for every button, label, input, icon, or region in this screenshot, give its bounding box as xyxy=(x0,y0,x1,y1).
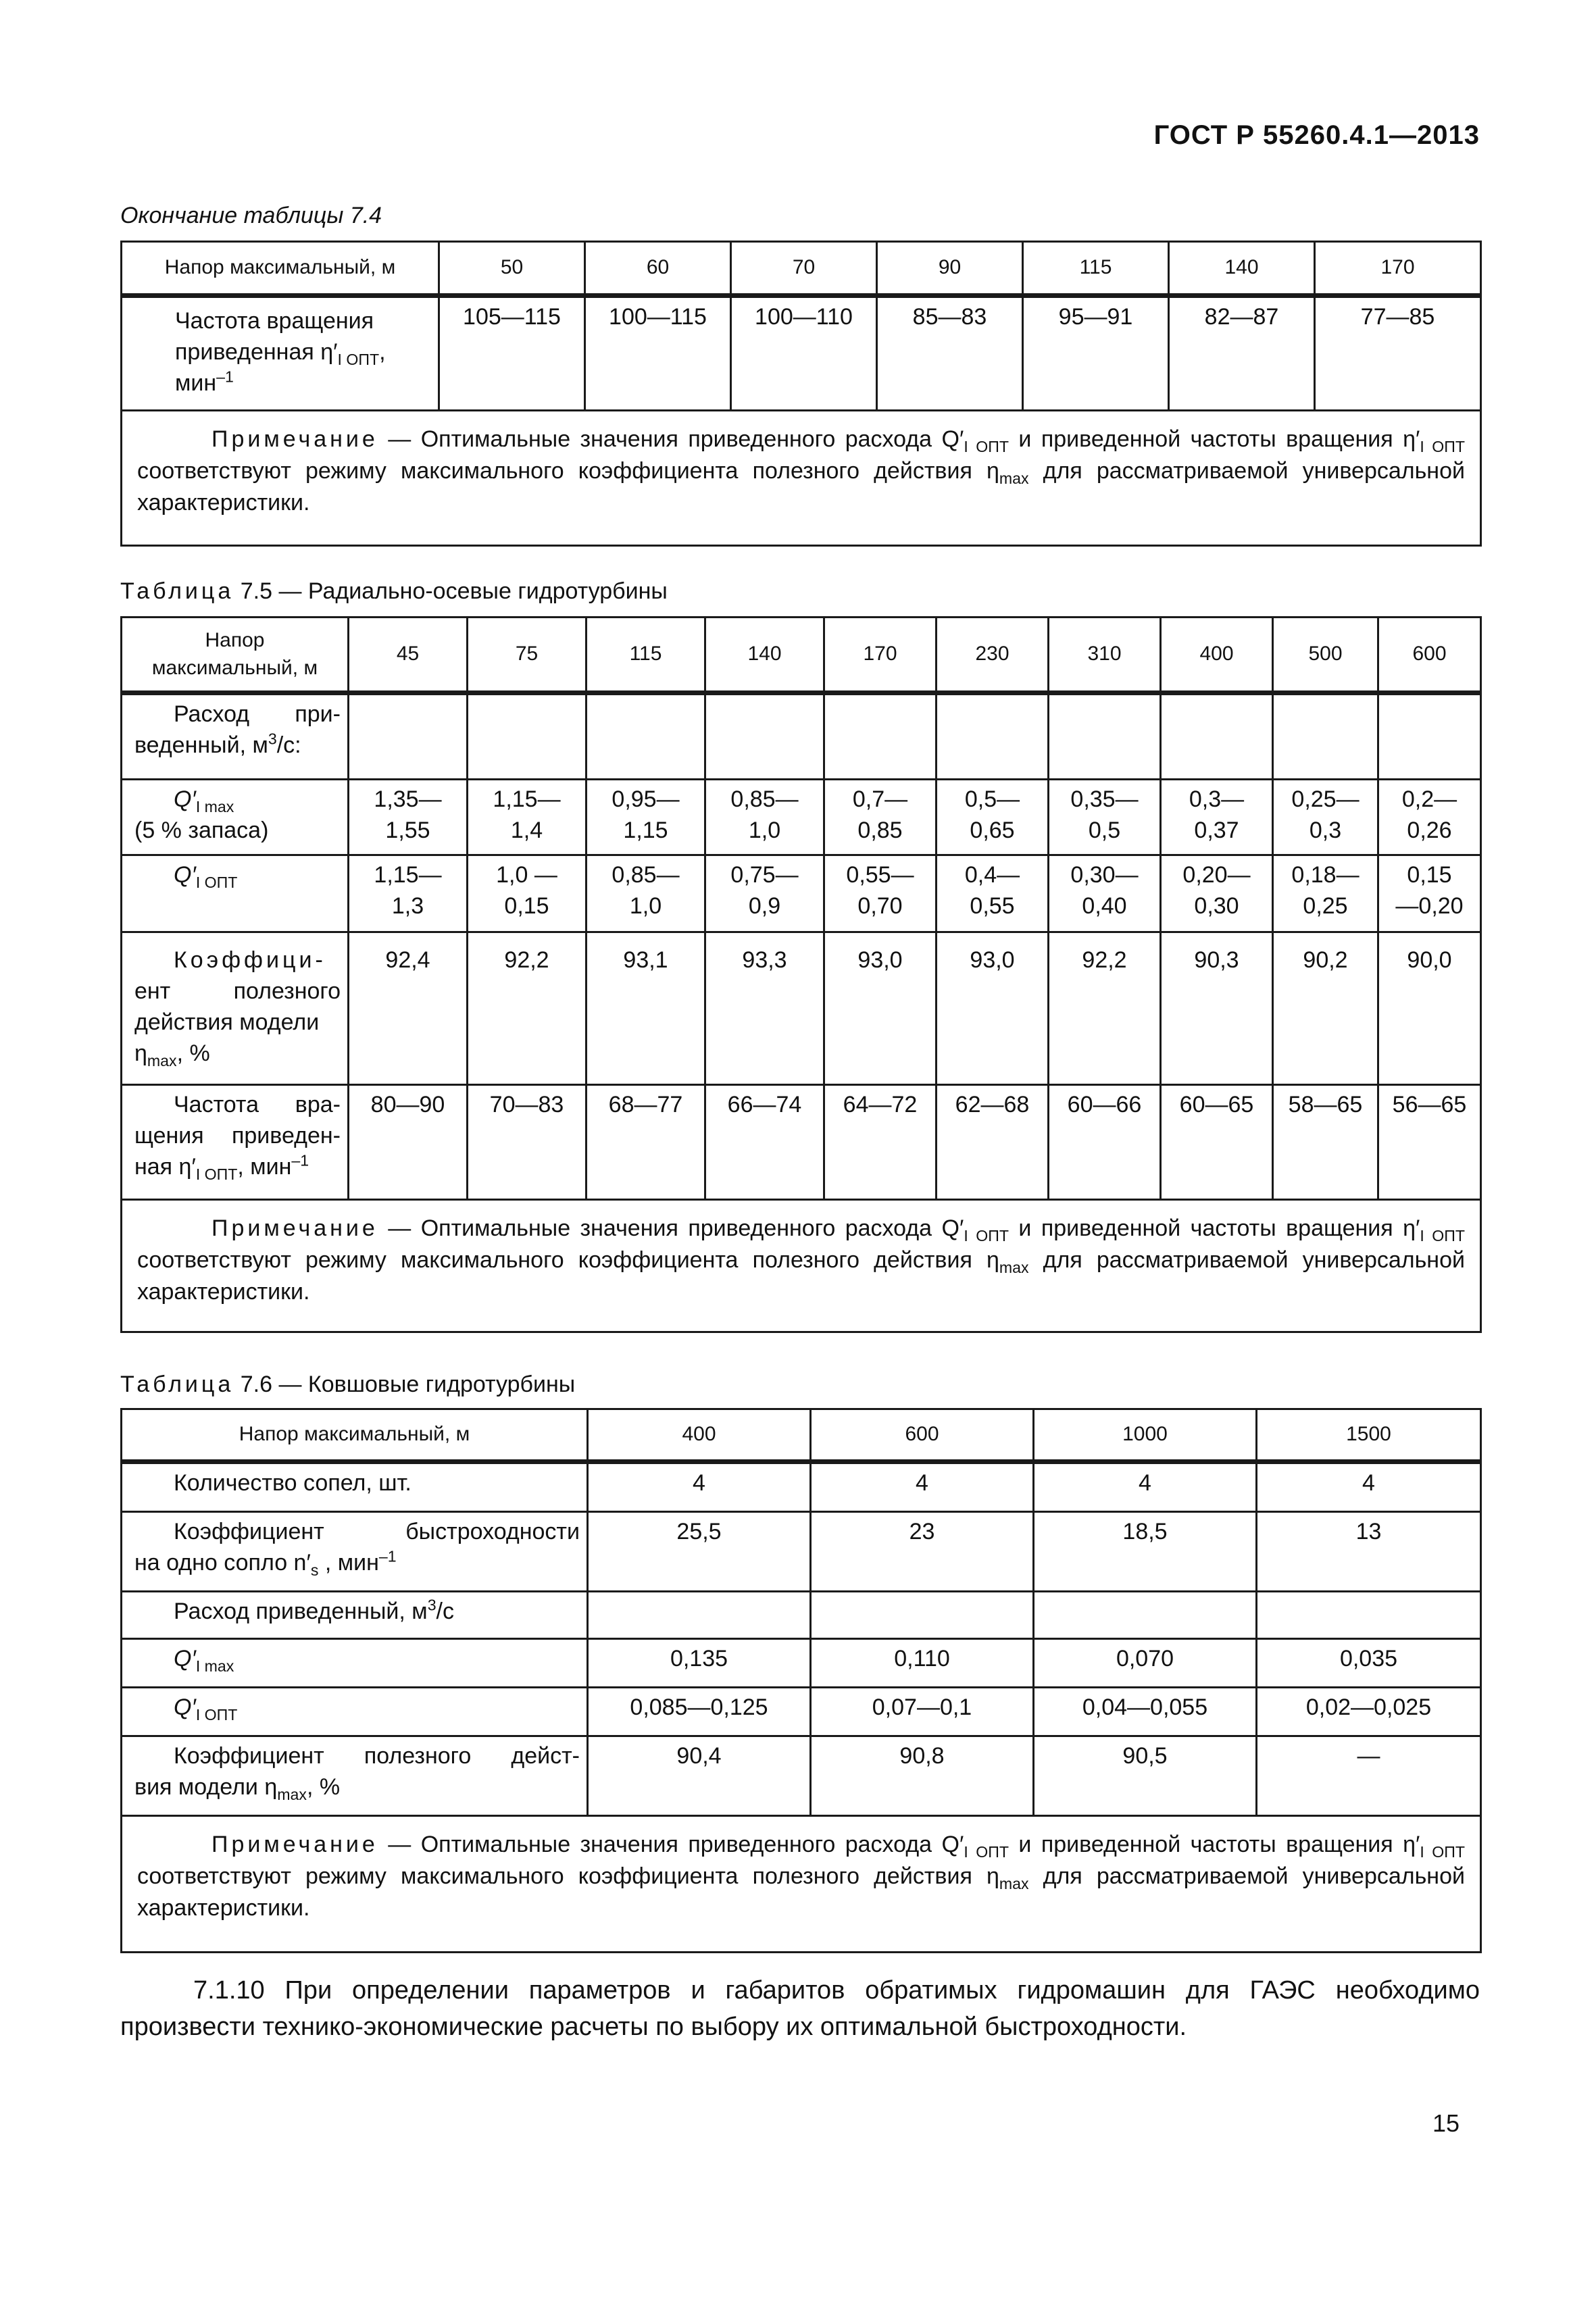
table-7-4-cell: 85—83 xyxy=(877,296,1023,411)
table-7-4-cell: 105—115 xyxy=(439,296,585,411)
table-7-4-note: Примечание — Оптимальные значения приведенного расхода $Q'_{I ОПТ}$ и приведенной частоты вращения $\eta'_{I ОПТ}$ соответствуют режиму максимального коэффициента полезного действия $\eta_{max}$ для рассматриваемой универсальной характеристики. xyxy=(122,411,1481,546)
table-7-6-head: 400 xyxy=(588,1409,811,1462)
table-7-6-qmax-cell: 0,070 xyxy=(1034,1639,1257,1688)
table-7-5-eff-cell: 93,3 xyxy=(705,932,824,1085)
table-7-5 xyxy=(120,616,1482,1333)
table-7-6-qmax-label: $Q'_{I max}$ xyxy=(122,1639,588,1688)
table-7-4-head: 140 xyxy=(1169,242,1315,296)
table-7-6 xyxy=(120,1408,1482,1953)
table-7-6-speed-cell: 23 xyxy=(811,1512,1034,1592)
table-7-5-head: 500 xyxy=(1273,618,1378,693)
table-7-6-qopt-label: $Q'_{I ОПТ}$ xyxy=(122,1688,588,1736)
table-7-6-caption: Таблица 7.6 — Ковшовые гидротурбины xyxy=(120,1372,576,1397)
table-7-5-eff-cell: 90,3 xyxy=(1161,932,1273,1085)
table-7-5-qmax-cell: 1,15— 1,4 xyxy=(468,780,587,855)
table-7-4-head: 170 xyxy=(1315,242,1481,296)
table-7-5-qmax-cell: 0,35— 0,5 xyxy=(1049,780,1161,855)
table-7-6-qopt-cell: 0,02—0,025 xyxy=(1257,1688,1481,1736)
table-7-5-freq-cell: 56—65 xyxy=(1378,1085,1481,1200)
table-7-6-speed-cell: 25,5 xyxy=(588,1512,811,1592)
table-7-5-freq-cell: 62—68 xyxy=(937,1085,1049,1200)
table-7-4-head: 90 xyxy=(877,242,1023,296)
table-7-4-cell: 95—91 xyxy=(1023,296,1169,411)
table-7-5-qopt-cell: 0,15 —0,20 xyxy=(1378,855,1481,932)
table-7-5-qopt-cell: 1,0 — 0,15 xyxy=(468,855,587,932)
table-7-6-eff-cell: 90,8 xyxy=(811,1736,1034,1816)
page-number: 15 xyxy=(1432,2109,1460,2137)
table-7-4-row-label: Частота вращения приведенная $\eta'_{I ОПТ}$, мин$^{-1}$ xyxy=(122,296,439,411)
table-7-5-qmax-cell: 0,7— 0,85 xyxy=(824,780,937,855)
table-7-6-efficiency-label: Коэффициент полезного дейст- вия модели $\eta_{max}$, % xyxy=(122,1736,588,1816)
table-7-5-qopt-cell: 0,4— 0,55 xyxy=(937,855,1049,932)
table-7-5-freq-cell: 80—90 xyxy=(349,1085,468,1200)
table-7-5-freq-cell: 66—74 xyxy=(705,1085,824,1200)
table-7-6-nozzles-cell: 4 xyxy=(1034,1462,1257,1512)
table-7-4-caption: Окончание таблицы 7.4 xyxy=(120,203,382,228)
table-7-5-qopt-cell: 0,75— 0,9 xyxy=(705,855,824,932)
table-7-6-head: 1500 xyxy=(1257,1409,1481,1462)
table-7-6-flow-label: Расход приведенный, $м^3/с$ xyxy=(122,1592,588,1639)
table-7-5-eff-cell: 92,2 xyxy=(1049,932,1161,1085)
table-7-5-freq-cell: 58—65 xyxy=(1273,1085,1378,1200)
table-7-5-head: 140 xyxy=(705,618,824,693)
table-7-5-caption: Таблица 7.5 — Радиально-осевые гидротурбины xyxy=(120,578,668,604)
table-7-5-qopt-cell: 0,20— 0,30 xyxy=(1161,855,1273,932)
table-7-5-head: 230 xyxy=(937,618,1049,693)
table-7-5-head: 400 xyxy=(1161,618,1273,693)
table-7-5-eff-cell: 92,4 xyxy=(349,932,468,1085)
table-7-6-head: 1000 xyxy=(1034,1409,1257,1462)
table-7-5-qmax-cell: 0,2— 0,26 xyxy=(1378,780,1481,855)
table-7-6-qopt-cell: 0,04—0,055 xyxy=(1034,1688,1257,1736)
table-7-5-freq-cell: 70—83 xyxy=(468,1085,587,1200)
table-7-5-note: Примечание — Оптимальные значения приведенного расхода $Q'_{I ОПТ}$ и приведенной частоты вращения $\eta'_{I ОПТ}$ соответствуют режиму максимального коэффициента полезного действия $\eta_{max}$ для рассматриваемой универсальной характеристики. xyxy=(122,1200,1481,1332)
table-7-6-nozzles-cell: 4 xyxy=(588,1462,811,1512)
table-7-5-head: 45 xyxy=(349,618,468,693)
paragraph-7-1-10: 7.1.10 При определении параметров и габаритов обратимых гидромашин для ГАЭС необходимо произвести технико-экономические расчеты по выбору их оптимальной быстроходности. xyxy=(120,1976,1480,2041)
table-7-5-eff-cell: 90,2 xyxy=(1273,932,1378,1085)
table-7-6-speed-cell: 18,5 xyxy=(1034,1512,1257,1592)
table-7-6-nozzles-cell: 4 xyxy=(811,1462,1034,1512)
table-7-5-qopt-label: $Q'_{I ОПТ}$ xyxy=(122,855,349,932)
table-7-5-eff-cell: 93,0 xyxy=(824,932,937,1085)
table-7-5-qmax-cell: 0,5— 0,65 xyxy=(937,780,1049,855)
table-7-5-qopt-cell: 0,30— 0,40 xyxy=(1049,855,1161,932)
table-7-4-head: 60 xyxy=(585,242,731,296)
document-code: ГОСТ Р 55260.4.1—2013 xyxy=(1153,120,1480,150)
table-7-6-note: Примечание — Оптимальные значения приведенного расхода $Q'_{I ОПТ}$ и приведенной частоты вращения $\eta'_{I ОПТ}$ соответствуют режиму максимального коэффициента полезного действия $\eta_{max}$ для рассматриваемой универсальной характеристики. xyxy=(122,1816,1481,1953)
table-7-5-eff-cell: 93,1 xyxy=(587,932,705,1085)
table-7-6-eff-cell: — xyxy=(1257,1736,1481,1816)
table-7-6-head-label: Напор максимальный, м xyxy=(122,1409,588,1462)
table-7-6-speed-cell: 13 xyxy=(1257,1512,1481,1592)
table-7-5-flow-label: Расход при- веденный, $м^3/с$: xyxy=(122,693,349,780)
table-7-5-head: 310 xyxy=(1049,618,1161,693)
table-7-4-head-label: Напор максимальный, м xyxy=(122,242,439,296)
table-7-5-qmax-cell: 0,25— 0,3 xyxy=(1273,780,1378,855)
table-7-4-head: 50 xyxy=(439,242,585,296)
table-7-6-qopt-cell: 0,07—0,1 xyxy=(811,1688,1034,1736)
table-7-5-head: 170 xyxy=(824,618,937,693)
table-7-5-eff-cell: 92,2 xyxy=(468,932,587,1085)
table-7-5-eff-cell: 90,0 xyxy=(1378,932,1481,1085)
table-7-5-freq-cell: 60—66 xyxy=(1049,1085,1161,1200)
table-7-4-cell: 100—110 xyxy=(731,296,877,411)
table-7-4-head: 70 xyxy=(731,242,877,296)
table-7-6-head: 600 xyxy=(811,1409,1034,1462)
table-7-6-speed-label: Коэффициент быстроходности на одно сопло $n'_s$ , мин$^{-1}$ xyxy=(122,1512,588,1592)
table-7-4-cell: 82—87 xyxy=(1169,296,1315,411)
table-7-5-qopt-cell: 0,85— 1,0 xyxy=(587,855,705,932)
table-7-5-head: 600 xyxy=(1378,618,1481,693)
table-7-6-qmax-cell: 0,035 xyxy=(1257,1639,1481,1688)
table-7-5-qmax-cell: 0,95— 1,15 xyxy=(587,780,705,855)
table-7-6-qmax-cell: 0,135 xyxy=(588,1639,811,1688)
table-7-4-cell: 100—115 xyxy=(585,296,731,411)
table-7-5-qopt-cell: 0,18— 0,25 xyxy=(1273,855,1378,932)
table-7-6-qopt-cell: 0,085—0,125 xyxy=(588,1688,811,1736)
table-7-5-qopt-cell: 0,55— 0,70 xyxy=(824,855,937,932)
table-7-5-head: 115 xyxy=(587,618,705,693)
table-7-5-qmax-cell: 0,3— 0,37 xyxy=(1161,780,1273,855)
table-7-5-head-label: Напор максимальный, м xyxy=(122,618,349,693)
table-7-6-nozzles-label: Количество сопел, шт. xyxy=(122,1462,588,1512)
table-7-4 xyxy=(120,241,1482,547)
table-7-6-eff-cell: 90,5 xyxy=(1034,1736,1257,1816)
table-7-5-frequency-label: Частота вра- щения приведен- ная $\eta'_{I ОПТ}$, мин$^{-1}$ xyxy=(122,1085,349,1200)
table-7-5-qmax-label: $Q'_{I max}$ (5 % запаса) xyxy=(122,780,349,855)
table-7-5-eff-cell: 93,0 xyxy=(937,932,1049,1085)
table-7-6-eff-cell: 90,4 xyxy=(588,1736,811,1816)
table-7-5-qopt-cell: 1,15— 1,3 xyxy=(349,855,468,932)
table-7-6-nozzles-cell: 4 xyxy=(1257,1462,1481,1512)
table-7-5-qmax-cell: 1,35— 1,55 xyxy=(349,780,468,855)
table-7-5-freq-cell: 68—77 xyxy=(587,1085,705,1200)
table-7-5-head: 75 xyxy=(468,618,587,693)
table-7-5-freq-cell: 64—72 xyxy=(824,1085,937,1200)
table-7-5-qmax-cell: 0,85— 1,0 xyxy=(705,780,824,855)
table-7-6-qmax-cell: 0,110 xyxy=(811,1639,1034,1688)
table-7-4-head: 115 xyxy=(1023,242,1169,296)
table-7-4-cell: 77—85 xyxy=(1315,296,1481,411)
table-7-5-freq-cell: 60—65 xyxy=(1161,1085,1273,1200)
table-7-5-efficiency-label: Коэффици- ент полезного действия модели $\eta_{max}$, % xyxy=(122,932,349,1085)
